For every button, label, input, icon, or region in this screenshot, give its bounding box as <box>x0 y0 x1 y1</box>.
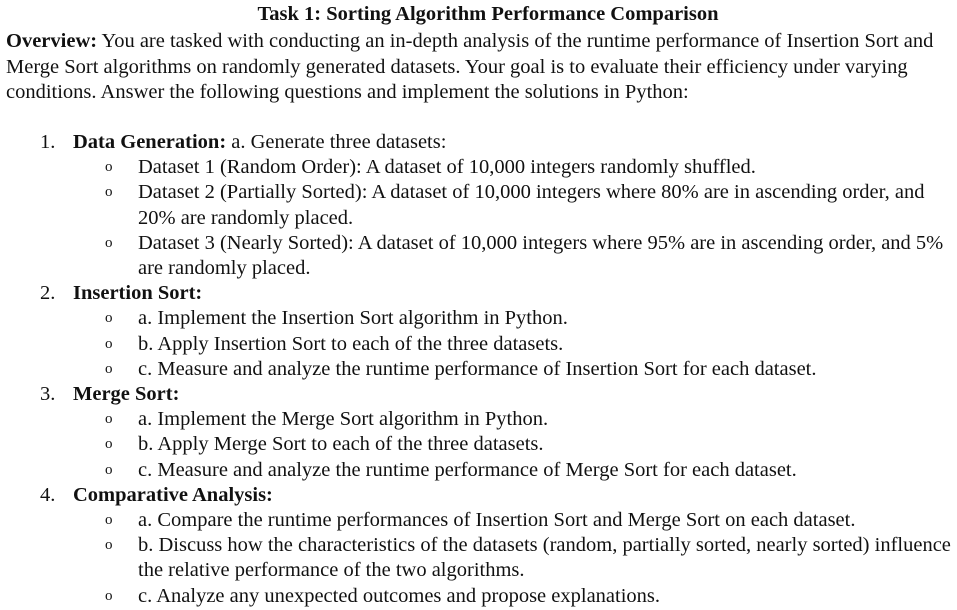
list-item-text: a. Implement the Insertion Sort algorithm in Python. <box>138 307 568 330</box>
circle-bullet-icon: o <box>105 436 113 453</box>
section-heading: Comparative Analysis: <box>73 483 273 506</box>
list-item-text: b. Discuss how the characteristics of the datasets (random, partially sorted, nearly sorted) influence the relative performance of the two algorithms. <box>138 534 951 582</box>
section-insertion-sort <box>0 281 957 382</box>
list-item-text: a. Implement the Merge Sort algorithm in Python. <box>138 408 549 431</box>
section-number: 1. <box>40 131 56 153</box>
circle-bullet-icon: o <box>105 587 113 604</box>
circle-bullet-icon: o <box>105 360 113 377</box>
list-item <box>0 533 957 583</box>
list-item-text: a. Compare the runtime performances of Insertion Sort and Merge Sort on each dataset. <box>138 509 856 532</box>
circle-bullet-icon: o <box>105 234 113 251</box>
sub-list <box>0 306 957 382</box>
list-item <box>0 584 957 609</box>
section-number: 4. <box>40 483 56 506</box>
circle-bullet-icon: o <box>105 537 113 554</box>
list-item <box>0 508 957 533</box>
list-item-text: c. Measure and analyze the runtime performance of Insertion Sort for each dataset. <box>138 357 817 380</box>
section-heading-line <box>0 483 957 508</box>
page-title: Task 1: Sorting Algorithm Performance Comparison <box>257 3 719 25</box>
circle-bullet-icon: o <box>105 335 113 352</box>
section-heading-line <box>0 382 957 407</box>
list-item <box>0 231 957 281</box>
circle-bullet-icon: o <box>105 159 113 176</box>
section-merge-sort <box>0 382 957 483</box>
section-heading: Insertion Sort: <box>73 282 203 305</box>
list-item <box>0 180 957 230</box>
overview-text: You are tasked with conducting an in-depth analysis of the runtime performance of Insertion Sort and Merge Sort algorithms on randomly generated datasets. Your goal is to evaluate their efficiency under varying conditions. Answer the following questions and implement the solutions in Python: <box>6 30 934 103</box>
list-item <box>0 357 957 382</box>
section-data-generation <box>0 130 957 281</box>
task-list <box>0 130 957 609</box>
list-item-text: Dataset 3 (Nearly Sorted): A dataset of 10,000 integers where 95% are in ascending order, and 5% are randomly placed. <box>138 231 944 280</box>
circle-bullet-icon: o <box>105 461 113 478</box>
list-item-text: c. Analyze any unexpected outcomes and propose explanations. <box>138 584 661 607</box>
list-item-text: c. Measure and analyze the runtime performance of Merge Sort for each dataset. <box>138 458 797 481</box>
circle-bullet-icon: o <box>105 411 113 428</box>
list-item-text: b. Apply Merge Sort to each of the three datasets. <box>138 433 544 456</box>
section-heading-line <box>0 281 957 306</box>
list-item-text: Dataset 1 (Random Order): A dataset of 10,000 integers randomly shuffled. <box>138 156 756 179</box>
circle-bullet-icon: o <box>105 184 113 201</box>
section-heading-line <box>0 130 957 155</box>
overview-paragraph <box>6 29 951 106</box>
list-item <box>0 332 957 357</box>
list-item-text: b. Apply Insertion Sort to each of the three datasets. <box>138 332 564 355</box>
section-number: 2. <box>40 282 56 305</box>
list-item <box>0 155 957 180</box>
overview-label: Overview: <box>6 30 98 52</box>
list-item-text: Dataset 2 (Partially Sorted): A dataset of 10,000 integers where 80% are in ascending order, and 20% are randomly placed. <box>138 181 925 229</box>
section-number: 3. <box>40 383 56 406</box>
sub-list <box>0 407 957 483</box>
circle-bullet-icon: o <box>105 310 113 327</box>
list-item <box>0 432 957 457</box>
section-intro: a. Generate three datasets: <box>226 131 447 153</box>
list-item <box>0 407 957 432</box>
sub-list <box>0 155 957 281</box>
list-item <box>0 306 957 331</box>
sub-list <box>0 508 957 609</box>
section-heading: Data Generation: <box>73 131 227 153</box>
circle-bullet-icon: o <box>105 512 113 529</box>
section-comparative-analysis <box>0 483 957 609</box>
list-item <box>0 458 957 483</box>
section-heading: Merge Sort: <box>73 383 180 406</box>
